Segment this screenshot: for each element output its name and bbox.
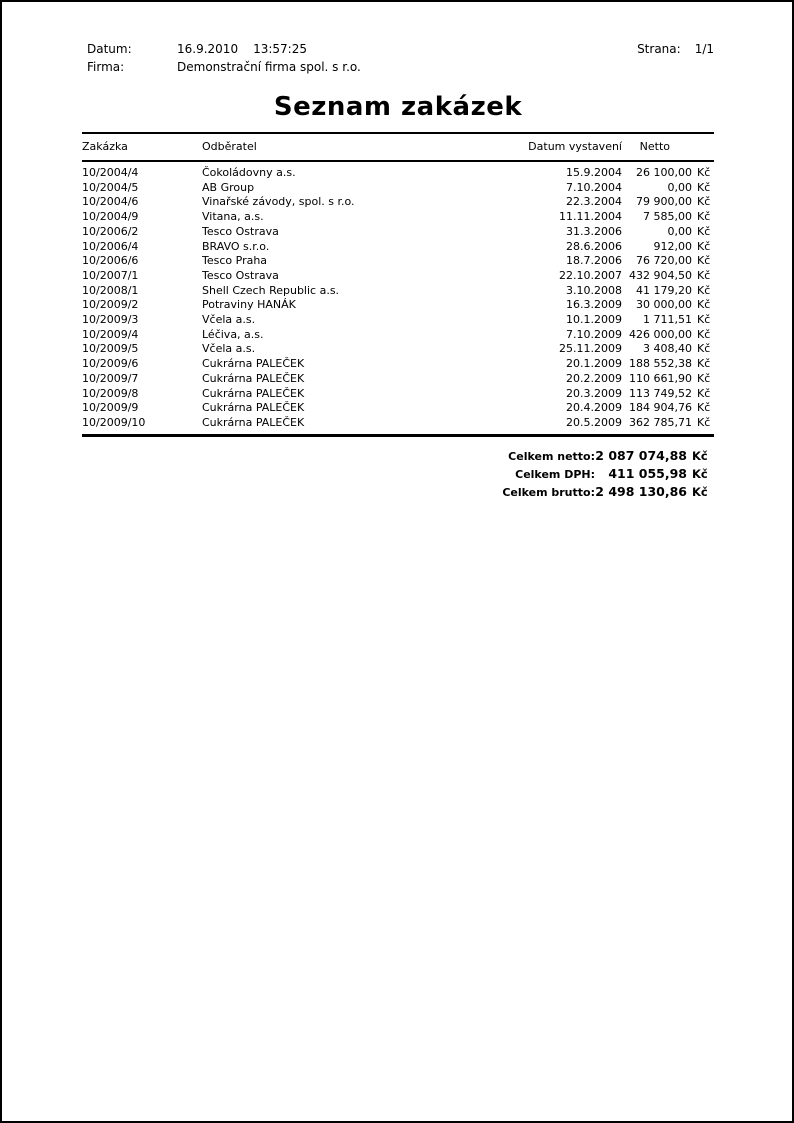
cell-currency: Kč: [697, 268, 711, 282]
cell-odberatel: Cukrárna PALEČEK: [202, 386, 305, 400]
cell-netto: 110 661,90: [629, 371, 692, 385]
total-row: [82, 483, 714, 501]
table-row: [82, 342, 714, 357]
table-row: [82, 161, 714, 181]
cell-currency: Kč: [697, 224, 711, 238]
col-header-zakazka: Zakázka: [82, 133, 202, 161]
cell-zakazka: 10/2004/5: [82, 180, 139, 194]
table-row: [82, 357, 714, 372]
total-label: Celkem netto:: [508, 449, 595, 463]
cell-zakazka: 10/2009/7: [82, 371, 139, 385]
totals: [82, 447, 714, 501]
cell-currency: Kč: [697, 313, 711, 327]
cell-zakazka: 10/2006/4: [82, 239, 139, 253]
cell-datum-vystaveni: 16.3.2009: [566, 298, 622, 312]
cell-netto: 0,00: [667, 180, 692, 194]
cell-odberatel: Cukrárna PALEČEK: [202, 401, 305, 415]
orders-table: [82, 132, 714, 437]
table-row: [82, 181, 714, 196]
total-value: 411 055,98: [608, 465, 687, 481]
total-value: 2 498 130,86: [595, 483, 687, 499]
cell-datum-vystaveni: 18.7.2006: [566, 254, 622, 268]
cell-currency: Kč: [697, 371, 711, 385]
company-value: Demonstrační firma spol. s r.o.: [177, 60, 361, 74]
cell-currency: Kč: [697, 401, 711, 415]
cell-datum-vystaveni: 22.3.2004: [566, 195, 622, 209]
cell-zakazka: 10/2009/10: [82, 415, 146, 429]
col-header-datum-vystaveni: Datum vystavení: [427, 133, 622, 161]
cell-currency: Kč: [697, 283, 711, 297]
cell-currency: Kč: [697, 415, 711, 429]
table-row: [82, 240, 714, 255]
report-title: Seznam zakázek: [273, 92, 523, 122]
cell-odberatel: Čokoládovny a.s.: [202, 166, 296, 179]
page-number-label: Strana:: [637, 42, 681, 56]
cell-odberatel: Včela a.s.: [202, 313, 256, 327]
table-row: [82, 387, 714, 402]
date-label: Datum:: [87, 42, 132, 56]
cell-currency: Kč: [697, 166, 711, 179]
table-row: [82, 225, 714, 240]
cell-datum-vystaveni: 3.10.2008: [566, 283, 622, 297]
cell-netto: 41 179,20: [636, 283, 692, 297]
cell-netto: 0,00: [667, 224, 692, 238]
cell-datum-vystaveni: 22.10.2007: [559, 268, 622, 282]
cell-odberatel: Cukrárna PALEČEK: [202, 415, 305, 429]
cell-odberatel: Cukrárna PALEČEK: [202, 357, 305, 371]
cell-zakazka: 10/2009/6: [82, 357, 139, 371]
cell-currency: Kč: [697, 386, 711, 400]
cell-netto: 188 552,38: [629, 357, 692, 371]
cell-datum-vystaveni: 20.5.2009: [566, 415, 622, 429]
cell-odberatel: Cukrárna PALEČEK: [202, 371, 305, 385]
table-row: [82, 401, 714, 416]
table-row: [82, 210, 714, 225]
col-header-netto: Netto: [622, 133, 692, 161]
cell-netto: 76 720,00: [636, 254, 692, 268]
cell-currency: Kč: [697, 195, 711, 209]
cell-odberatel: AB Group: [202, 180, 255, 194]
cell-currency: Kč: [697, 342, 711, 356]
header-date-row: [87, 40, 361, 58]
cell-currency: Kč: [697, 327, 711, 341]
orders-table-body: [82, 161, 714, 435]
page-number-value: 1/1: [694, 42, 714, 56]
cell-datum-vystaveni: 7.10.2004: [566, 180, 622, 194]
cell-datum-vystaveni: 20.1.2009: [566, 357, 622, 371]
cell-currency: Kč: [697, 254, 711, 268]
total-currency: Kč: [692, 466, 708, 481]
cell-zakazka: 10/2007/1: [82, 268, 139, 282]
cell-netto: 26 100,00: [636, 166, 692, 179]
cell-netto: 912,00: [653, 239, 692, 253]
cell-netto: 432 904,50: [629, 268, 692, 282]
cell-datum-vystaveni: 25.11.2009: [559, 342, 622, 356]
cell-odberatel: Včela a.s.: [202, 342, 256, 356]
cell-netto: 184 904,76: [629, 401, 692, 415]
cell-zakazka: 10/2009/5: [82, 342, 139, 356]
company-label: Firma:: [87, 60, 125, 74]
report-header: [87, 40, 714, 76]
cell-zakazka: 10/2006/6: [82, 254, 139, 268]
cell-netto: 1 711,51: [643, 313, 692, 327]
total-row: [82, 447, 714, 465]
table-row: [82, 313, 714, 328]
table-row: [82, 269, 714, 284]
cell-datum-vystaveni: 10.1.2009: [566, 313, 622, 327]
table-row: [82, 298, 714, 313]
cell-odberatel: Tesco Ostrava: [202, 268, 279, 282]
orders-table-head: [82, 133, 714, 161]
cell-zakazka: 10/2009/8: [82, 386, 139, 400]
total-row: [82, 465, 714, 483]
total-label: Celkem DPH:: [515, 467, 595, 481]
cell-currency: Kč: [697, 239, 711, 253]
date-value: 16.9.2010: [177, 42, 239, 56]
table-row: [82, 416, 714, 435]
total-value: 2 087 074,88: [595, 447, 687, 463]
total-currency: Kč: [692, 448, 708, 463]
cell-zakazka: 10/2004/4: [82, 166, 139, 179]
cell-zakazka: 10/2008/1: [82, 283, 139, 297]
cell-zakazka: 10/2009/9: [82, 401, 139, 415]
cell-datum-vystaveni: 20.3.2009: [566, 386, 622, 400]
cell-currency: Kč: [697, 357, 711, 371]
header-left: [87, 40, 361, 76]
header-company-row: [87, 58, 361, 76]
total-label: Celkem brutto:: [502, 485, 595, 499]
total-currency: Kč: [692, 484, 708, 499]
table-row: [82, 372, 714, 387]
col-header-odberatel: Odběratel: [202, 133, 427, 161]
cell-odberatel: Vinařské závody, spol. s r.o.: [202, 195, 355, 209]
cell-zakazka: 10/2004/9: [82, 210, 139, 224]
cell-odberatel: Shell Czech Republic a.s.: [202, 283, 340, 297]
table-row: [82, 254, 714, 269]
cell-netto: 30 000,00: [636, 298, 692, 312]
col-header-currency: [692, 133, 714, 161]
cell-netto: 113 749,52: [629, 386, 692, 400]
cell-zakazka: 10/2006/2: [82, 224, 139, 238]
cell-datum-vystaveni: 15.9.2004: [566, 166, 622, 179]
cell-netto: 362 785,71: [629, 415, 692, 429]
cell-netto: 426 000,00: [629, 327, 692, 341]
cell-datum-vystaveni: 28.6.2006: [566, 239, 622, 253]
table-row: [82, 195, 714, 210]
cell-netto: 3 408,40: [643, 342, 692, 356]
cell-datum-vystaveni: 31.3.2006: [566, 224, 622, 238]
time-value: 13:57:25: [253, 42, 307, 56]
header-row: [82, 133, 714, 161]
cell-zakazka: 10/2009/4: [82, 327, 139, 341]
cell-datum-vystaveni: 7.10.2009: [566, 327, 622, 341]
cell-currency: Kč: [697, 298, 711, 312]
table-row: [82, 284, 714, 299]
cell-odberatel: BRAVO s.r.o.: [202, 239, 270, 253]
cell-netto: 7 585,00: [643, 210, 692, 224]
cell-odberatel: Potraviny HANÁK: [202, 298, 296, 312]
cell-odberatel: Tesco Praha: [202, 254, 268, 268]
cell-currency: Kč: [697, 210, 711, 224]
cell-odberatel: Vitana, a.s.: [202, 210, 264, 224]
cell-odberatel: Tesco Ostrava: [202, 224, 279, 238]
cell-currency: Kč: [697, 180, 711, 194]
cell-zakazka: 10/2004/6: [82, 195, 139, 209]
cell-datum-vystaveni: 20.2.2009: [566, 371, 622, 385]
header-right: [637, 40, 714, 58]
table-row: [82, 328, 714, 343]
cell-odberatel: Léčiva, a.s.: [202, 327, 264, 341]
cell-netto: 79 900,00: [636, 195, 692, 209]
cell-zakazka: 10/2009/3: [82, 313, 139, 327]
cell-zakazka: 10/2009/2: [82, 298, 139, 312]
cell-datum-vystaveni: 20.4.2009: [566, 401, 622, 415]
cell-datum-vystaveni: 11.11.2004: [559, 210, 622, 224]
